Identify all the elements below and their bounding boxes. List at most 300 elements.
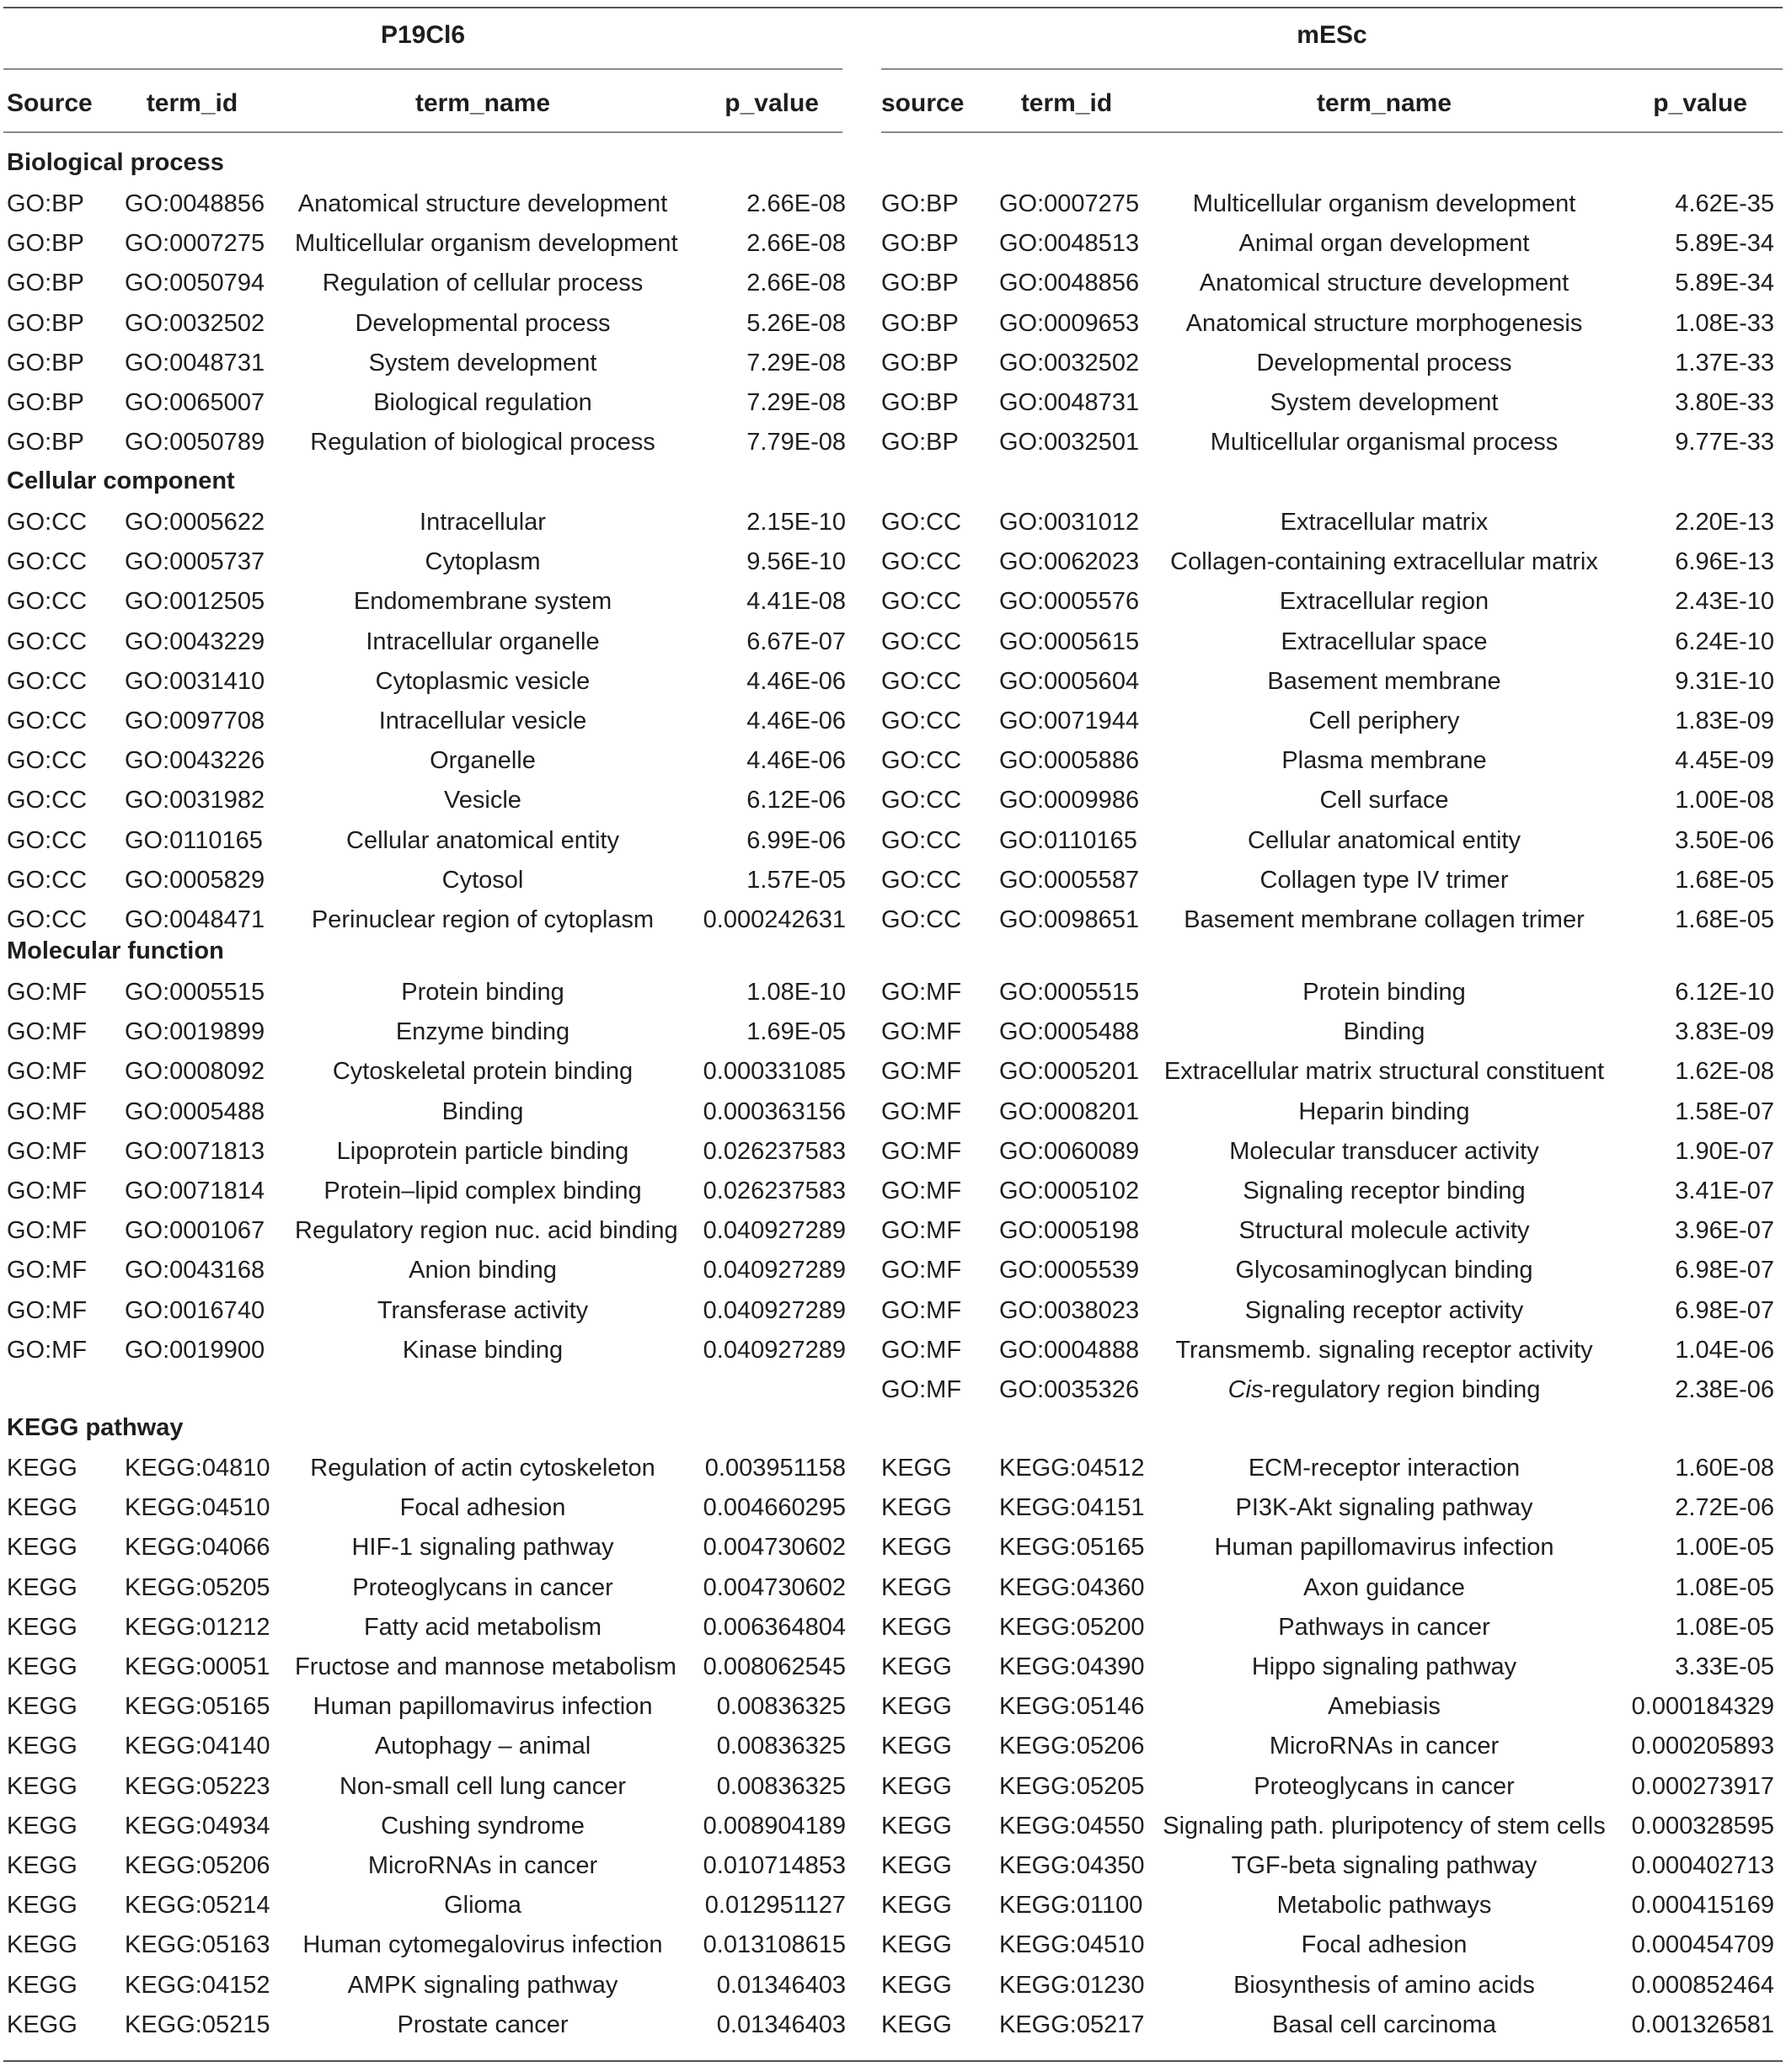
cell-right-source: GO:MF: [881, 1018, 962, 1045]
cell-right-term-id: KEGG:04151: [999, 1494, 1145, 1521]
cell-right-p-value: 3.33E-05: [1675, 1653, 1774, 1680]
cell-left-term-id: GO:0043229: [125, 628, 265, 655]
cell-right-term-id: KEGG:05217: [999, 2011, 1145, 2038]
cell-right-source: GO:MF: [881, 1098, 962, 1125]
group-title-right: mESc: [1297, 21, 1367, 49]
cell-left-term-name: Perinuclear region of cytoplasm: [311, 906, 655, 933]
cell-left-term-id: GO:0050794: [125, 270, 265, 296]
cell-right-term-name: Heparin binding: [1298, 1098, 1470, 1125]
cell-left-term-name: Intracellular: [420, 509, 546, 536]
cell-right-p-value: 0.001326581: [1631, 2011, 1774, 2038]
cell-left-source: KEGG: [7, 1614, 78, 1641]
cell-left-term-id: GO:0007275: [125, 230, 265, 257]
cell-right-source: GO:MF: [881, 979, 962, 1006]
cell-right-source: KEGG: [881, 1773, 952, 1800]
cell-left-term-id: GO:0048471: [125, 906, 265, 933]
cell-right-term-id: GO:0048513: [999, 230, 1140, 257]
cell-left-term-id: KEGG:01212: [125, 1614, 270, 1641]
cell-right-p-value: 0.000454709: [1631, 1931, 1774, 1958]
cell-right-p-value: 1.37E-33: [1675, 350, 1774, 376]
cell-right-source: KEGG: [881, 1534, 952, 1561]
cell-left-p-value: 0.00836325: [716, 1733, 846, 1760]
cell-right-term-id: GO:0009653: [999, 310, 1140, 337]
cell-left-source: KEGG: [7, 1852, 78, 1879]
cell-left-term-id: GO:0071813: [125, 1138, 265, 1165]
header-term-id-right: term_id: [1020, 89, 1113, 117]
cell-left-term-id: KEGG:05163: [125, 1931, 270, 1958]
cell-right-p-value: 1.83E-09: [1675, 708, 1774, 734]
cell-right-term-id: GO:0071944: [999, 708, 1140, 734]
cell-right-term-id: GO:0005102: [999, 1178, 1140, 1204]
cell-left-source: KEGG: [7, 2011, 78, 2038]
cell-left-p-value: 6.12E-06: [746, 787, 846, 814]
cell-right-p-value: 0.000402713: [1631, 1852, 1774, 1879]
cell-right-term-name: Transmemb. signaling receptor activity: [1175, 1337, 1593, 1364]
cell-left-source: GO:CC: [7, 827, 88, 854]
cell-right-source: KEGG: [881, 1733, 952, 1760]
cell-left-term-id: GO:0048856: [125, 190, 265, 217]
cell-left-term-name: Cytoplasm: [425, 548, 541, 575]
cell-right-term-id: GO:0048856: [999, 270, 1140, 296]
cell-left-term-name: Endomembrane system: [353, 588, 612, 615]
cell-right-source: GO:BP: [881, 429, 959, 456]
cell-left-source: KEGG: [7, 1892, 78, 1919]
cell-right-term-name: Signaling path. pluripotency of stem cells: [1163, 1813, 1606, 1840]
cell-right-p-value: 6.98E-07: [1675, 1297, 1774, 1324]
cell-right-source: GO:BP: [881, 389, 959, 416]
cell-left-p-value: 0.006364804: [703, 1614, 846, 1641]
cell-left-source: GO:CC: [7, 867, 88, 894]
cell-left-term-id: KEGG:05214: [125, 1892, 270, 1919]
cell-left-source: KEGG: [7, 1574, 78, 1601]
cell-left-p-value: 0.004730602: [703, 1534, 846, 1561]
cell-left-term-name: Focal adhesion: [399, 1494, 566, 1521]
cell-left-p-value: 0.040927289: [703, 1257, 846, 1284]
cell-right-term-name: Cell surface: [1319, 787, 1449, 814]
cell-left-p-value: 2.66E-08: [746, 190, 846, 217]
cell-right-term-name: Extracellular matrix structural constituent: [1163, 1058, 1605, 1085]
cell-left-term-id: GO:0032502: [125, 310, 265, 337]
cell-left-term-id: KEGG:05205: [125, 1574, 270, 1601]
cell-right-source: GO:BP: [881, 270, 959, 296]
cell-right-p-value: 6.98E-07: [1675, 1257, 1774, 1284]
cell-left-term-id: GO:0005622: [125, 509, 265, 536]
cell-left-term-name: Biological regulation: [373, 389, 592, 416]
cell-right-source: GO:MF: [881, 1138, 962, 1165]
cell-right-p-value: 4.45E-09: [1675, 747, 1774, 774]
cell-right-term-id: GO:0005587: [999, 867, 1140, 894]
cell-left-term-name: Organelle: [430, 747, 536, 774]
cell-left-term-id: KEGG:04810: [125, 1455, 270, 1482]
cell-left-term-id: KEGG:04066: [125, 1534, 270, 1561]
cell-left-source: GO:CC: [7, 668, 88, 695]
cell-left-term-id: GO:0012505: [125, 588, 265, 615]
section-title: Molecular function: [7, 937, 224, 964]
cell-right-p-value: 1.08E-05: [1675, 1614, 1774, 1641]
cell-right-source: GO:MF: [881, 1217, 962, 1244]
cell-left-p-value: 1.57E-05: [746, 867, 846, 894]
cell-right-term-id: GO:0005615: [999, 628, 1140, 655]
cell-left-p-value: 0.026237583: [703, 1138, 846, 1165]
cell-right-term-id: GO:0098651: [999, 906, 1140, 933]
cell-right-source: GO:CC: [881, 668, 962, 695]
cell-right-term-id: KEGG:04390: [999, 1653, 1145, 1680]
cell-left-term-name: Kinase binding: [402, 1337, 564, 1364]
cell-right-term-name: Hippo signaling pathway: [1251, 1653, 1517, 1680]
cell-left-term-name: AMPK signaling pathway: [347, 1972, 618, 1999]
cell-left-source: GO:BP: [7, 270, 84, 296]
header-rule-right: [881, 131, 1783, 133]
cell-left-term-id: KEGG:05206: [125, 1852, 270, 1879]
cell-right-term-id: KEGG:04512: [999, 1455, 1145, 1482]
top-rule: [3, 7, 1783, 8]
cell-right-term-name: Basal cell carcinoma: [1272, 2011, 1496, 2038]
cell-right-term-name: Extracellular space: [1281, 628, 1488, 655]
cell-right-term-id: GO:0009986: [999, 787, 1140, 814]
cell-left-p-value: 0.01346403: [716, 2011, 846, 2038]
cell-right-source: GO:MF: [881, 1178, 962, 1204]
cell-right-p-value: 1.00E-05: [1675, 1534, 1774, 1561]
cell-right-term-name: Multicellular organism development: [1192, 190, 1576, 217]
cell-left-source: KEGG: [7, 1733, 78, 1760]
cell-right-source: KEGG: [881, 1972, 952, 1999]
cell-left-p-value: 2.15E-10: [746, 509, 846, 536]
cell-right-p-value: 0.000415169: [1631, 1892, 1774, 1919]
cell-left-source: GO:MF: [7, 979, 88, 1006]
cell-left-term-id: GO:0005829: [125, 867, 265, 894]
cell-left-p-value: 6.99E-06: [746, 827, 846, 854]
cell-left-term-name: Protein binding: [401, 979, 564, 1006]
cell-right-term-id: KEGG:04550: [999, 1813, 1145, 1840]
cell-left-source: GO:MF: [7, 1297, 88, 1324]
cell-left-term-id: KEGG:05165: [125, 1693, 270, 1720]
cell-right-term-id: GO:0005198: [999, 1217, 1140, 1244]
cell-left-term-id: KEGG:00051: [125, 1653, 270, 1680]
cell-left-term-id: GO:0005488: [125, 1098, 265, 1125]
cell-left-source: GO:CC: [7, 708, 88, 734]
cell-left-term-id: KEGG:05223: [125, 1773, 270, 1800]
cell-right-term-name: Protein binding: [1302, 979, 1466, 1006]
cell-right-term-id: GO:0005576: [999, 588, 1140, 615]
cell-right-term-name: Basement membrane: [1267, 668, 1501, 695]
cell-right-source: GO:MF: [881, 1257, 962, 1284]
cell-left-term-name: Regulatory region nuc. acid binding: [295, 1217, 678, 1244]
cell-left-term-id: GO:0019900: [125, 1337, 265, 1364]
cell-left-p-value: 0.000363156: [703, 1098, 846, 1125]
cell-right-p-value: 6.24E-10: [1675, 628, 1774, 655]
cell-right-term-name: MicroRNAs in cancer: [1269, 1733, 1500, 1760]
cell-left-p-value: 0.01346403: [716, 1972, 846, 1999]
cell-left-p-value: 5.26E-08: [746, 310, 846, 337]
cell-left-term-id: GO:0031410: [125, 668, 265, 695]
cell-left-source: GO:MF: [7, 1257, 88, 1284]
cell-right-p-value: 4.62E-35: [1675, 190, 1774, 217]
cell-right-term-id: GO:0007275: [999, 190, 1140, 217]
cell-right-p-value: 0.000328595: [1631, 1813, 1774, 1840]
cell-left-term-id: GO:0097708: [125, 708, 265, 734]
cell-right-p-value: 9.31E-10: [1675, 668, 1774, 695]
cell-left-source: GO:CC: [7, 548, 88, 575]
cell-right-source: GO:CC: [881, 867, 962, 894]
cell-right-p-value: 3.80E-33: [1675, 389, 1774, 416]
cell-left-p-value: 0.00836325: [716, 1693, 846, 1720]
cell-left-p-value: 0.000331085: [703, 1058, 846, 1085]
cell-left-p-value: 7.29E-08: [746, 350, 846, 376]
group-title-left: P19Cl6: [380, 21, 466, 49]
cell-left-term-name: System development: [368, 350, 597, 376]
header-p-value-right: p_value: [1653, 89, 1747, 117]
group-rule-left: [3, 68, 842, 70]
cell-left-term-id: KEGG:04152: [125, 1972, 270, 1999]
cell-right-term-name: Amebiasis: [1328, 1693, 1441, 1720]
cell-left-p-value: 0.013108615: [703, 1931, 846, 1958]
cell-right-term-name: Cell periphery: [1308, 708, 1460, 734]
cell-left-source: GO:BP: [7, 190, 84, 217]
cell-right-term-name: Pathways in cancer: [1278, 1614, 1490, 1641]
cell-right-source: KEGG: [881, 2011, 952, 2038]
cell-right-p-value: 1.04E-06: [1675, 1337, 1774, 1364]
cell-right-p-value: 5.89E-34: [1675, 230, 1774, 257]
cell-right-term-name: Anatomical structure development: [1199, 270, 1569, 296]
cell-right-p-value: 1.08E-33: [1675, 310, 1774, 337]
cell-left-p-value: 0.040927289: [703, 1337, 846, 1364]
cell-left-source: GO:CC: [7, 509, 88, 536]
cell-right-term-id: KEGG:01230: [999, 1972, 1145, 1999]
cell-right-term-name: Animal organ development: [1238, 230, 1530, 257]
cell-left-term-name: Transferase activity: [377, 1297, 589, 1324]
section-title: Cellular component: [7, 467, 235, 494]
cell-left-p-value: 0.012951127: [704, 1892, 846, 1919]
cell-right-p-value: 2.20E-13: [1675, 509, 1774, 536]
cell-right-term-name: Metabolic pathways: [1276, 1892, 1492, 1919]
cell-right-term-name: Developmental process: [1256, 350, 1512, 376]
cell-right-p-value: 5.89E-34: [1675, 270, 1774, 296]
cell-right-term-name: Extracellular matrix: [1280, 509, 1489, 536]
cell-right-term-id: GO:0032502: [999, 350, 1140, 376]
cell-right-term-id: KEGG:05165: [999, 1534, 1145, 1561]
cell-right-p-value: 1.08E-05: [1675, 1574, 1774, 1601]
cell-left-term-name: Fatty acid metabolism: [363, 1614, 602, 1641]
cell-right-source: GO:CC: [881, 628, 962, 655]
section-title: Biological process: [7, 149, 224, 176]
cell-right-term-id: GO:0060089: [999, 1138, 1140, 1165]
group-rule-right: [881, 68, 1783, 70]
cell-right-term-id: KEGG:01100: [999, 1892, 1143, 1919]
cell-left-term-name: Intracellular organelle: [366, 628, 600, 655]
cell-right-term-name: Biosynthesis of amino acids: [1233, 1972, 1535, 1999]
cell-left-source: KEGG: [7, 1455, 78, 1482]
cell-right-source: GO:MF: [881, 1297, 962, 1324]
cell-left-term-id: GO:0005515: [125, 979, 265, 1006]
cell-right-term-name: Structural molecule activity: [1238, 1217, 1530, 1244]
cell-left-p-value: 0.010714853: [703, 1852, 846, 1879]
cell-left-p-value: 7.29E-08: [746, 389, 846, 416]
cell-right-term-name: Glycosaminoglycan binding: [1235, 1257, 1533, 1284]
cell-left-source: GO:MF: [7, 1178, 88, 1204]
cell-right-source: GO:CC: [881, 548, 962, 575]
cell-right-term-name: Signaling receptor activity: [1244, 1297, 1524, 1324]
cell-right-source: KEGG: [881, 1574, 952, 1601]
cell-right-term-id: GO:0005515: [999, 979, 1140, 1006]
cell-right-p-value: 0.000273917: [1631, 1773, 1774, 1800]
cell-right-source: GO:BP: [881, 230, 959, 257]
cell-right-source: KEGG: [881, 1693, 952, 1720]
bottom-rule: [3, 2060, 1783, 2062]
cell-right-source: GO:MF: [881, 1337, 962, 1364]
cell-right-term-id: KEGG:04360: [999, 1574, 1145, 1601]
cell-left-term-name: Multicellular organism development: [295, 230, 678, 257]
cell-left-term-name: Cytoskeletal protein binding: [332, 1058, 634, 1085]
cell-left-p-value: 4.46E-06: [746, 668, 846, 695]
cell-left-term-name: Vesicle: [444, 787, 521, 814]
cell-right-source: KEGG: [881, 1931, 952, 1958]
cell-left-p-value: 0.040927289: [703, 1297, 846, 1324]
cell-right-p-value: 3.83E-09: [1675, 1018, 1774, 1045]
cell-left-source: KEGG: [7, 1494, 78, 1521]
cell-left-term-name: Autophagy – animal: [374, 1733, 591, 1760]
cell-left-source: GO:CC: [7, 628, 88, 655]
cell-right-source: GO:CC: [881, 827, 962, 854]
cell-left-term-id: GO:0071814: [125, 1178, 265, 1204]
cell-left-term-name: Regulation of actin cytoskeleton: [310, 1455, 655, 1482]
header-rule-left: [3, 131, 842, 133]
cell-left-p-value: 1.69E-05: [746, 1018, 846, 1045]
cell-right-term-name: Cellular anatomical entity: [1248, 827, 1521, 854]
cell-left-p-value: 4.46E-06: [746, 708, 846, 734]
cell-left-p-value: 0.040927289: [703, 1217, 846, 1244]
cell-left-source: GO:MF: [7, 1098, 88, 1125]
cell-left-term-name: HIF-1 signaling pathway: [351, 1534, 614, 1561]
cell-left-p-value: 1.08E-10: [746, 979, 846, 1006]
cell-right-term-name: Axon guidance: [1303, 1574, 1465, 1601]
cell-left-p-value: 0.008904189: [703, 1813, 846, 1840]
cell-right-term-id: GO:0005488: [999, 1018, 1140, 1045]
cell-left-p-value: 6.67E-07: [746, 628, 846, 655]
cell-right-p-value: 6.96E-13: [1675, 548, 1774, 575]
cell-right-source: GO:MF: [881, 1058, 962, 1085]
section-title: KEGG pathway: [7, 1414, 184, 1441]
cell-right-source: KEGG: [881, 1813, 952, 1840]
cell-right-term-id: KEGG:04510: [999, 1931, 1145, 1958]
cell-right-source: GO:CC: [881, 588, 962, 615]
cell-left-term-id: GO:0008092: [125, 1058, 265, 1085]
cell-right-source: KEGG: [881, 1653, 952, 1680]
cell-right-source: GO:BP: [881, 350, 959, 376]
cell-right-source: GO:MF: [881, 1376, 962, 1403]
cell-right-source: KEGG: [881, 1852, 952, 1879]
header-source-right: source: [881, 89, 965, 117]
header-term-id-left: term_id: [146, 89, 238, 117]
cell-left-term-id: GO:0016740: [125, 1297, 265, 1324]
cell-left-term-id: GO:0043168: [125, 1257, 265, 1284]
cell-left-source: GO:CC: [7, 906, 88, 933]
cell-right-p-value: 0.000184329: [1631, 1693, 1774, 1720]
cell-right-term-id: GO:0048731: [999, 389, 1140, 416]
cell-right-term-id: GO:0035326: [999, 1376, 1140, 1403]
cell-left-source: GO:BP: [7, 230, 84, 257]
cell-right-term-id: GO:0005539: [999, 1257, 1140, 1284]
cell-left-p-value: 0.004730602: [703, 1574, 846, 1601]
cell-left-term-name: Human papillomavirus infection: [313, 1693, 653, 1720]
cell-left-term-name: Intracellular vesicle: [378, 708, 587, 734]
header-term-name-left: term_name: [414, 89, 551, 117]
cell-right-term-name: Proteoglycans in cancer: [1254, 1773, 1515, 1800]
cell-right-term-id: GO:0062023: [999, 548, 1140, 575]
cell-right-term-id: KEGG:05146: [999, 1693, 1145, 1720]
cell-left-term-id: GO:0005737: [125, 548, 265, 575]
cell-left-p-value: 0.003951158: [704, 1455, 846, 1482]
cell-left-source: KEGG: [7, 1972, 78, 1999]
cell-right-p-value: 3.41E-07: [1675, 1178, 1774, 1204]
cell-right-p-value: 1.68E-05: [1675, 867, 1774, 894]
cell-right-p-value: 9.77E-33: [1675, 429, 1774, 456]
cell-left-term-id: GO:0031982: [125, 787, 265, 814]
cell-left-term-name: Anion binding: [409, 1257, 557, 1284]
cell-right-p-value: 1.00E-08: [1675, 787, 1774, 814]
cell-left-p-value: 4.41E-08: [746, 588, 846, 615]
cell-left-source: KEGG: [7, 1534, 78, 1561]
cell-right-p-value: 2.72E-06: [1675, 1494, 1774, 1521]
cell-right-p-value: 0.000205893: [1631, 1733, 1774, 1760]
cell-right-term-name: System development: [1270, 389, 1499, 416]
cell-left-source: KEGG: [7, 1693, 78, 1720]
cell-left-source: GO:CC: [7, 747, 88, 774]
cell-right-source: GO:CC: [881, 787, 962, 814]
header-term-name-right: term_name: [1316, 89, 1452, 117]
cell-right-term-id: GO:0038023: [999, 1297, 1140, 1324]
cell-left-term-name: Protein–lipid complex binding: [324, 1178, 642, 1204]
cell-right-term-name: Signaling receptor binding: [1243, 1178, 1526, 1204]
cell-left-p-value: 0.004660295: [703, 1494, 846, 1521]
header-p-value-left: p_value: [725, 89, 819, 117]
cell-right-source: GO:BP: [881, 190, 959, 217]
cell-right-source: KEGG: [881, 1494, 952, 1521]
cell-right-p-value: 3.50E-06: [1675, 827, 1774, 854]
cell-right-p-value: 1.60E-08: [1675, 1455, 1774, 1482]
cell-right-source: GO:BP: [881, 310, 959, 337]
cell-left-p-value: 0.000242631: [703, 906, 846, 933]
cell-right-term-id: GO:0031012: [999, 509, 1140, 536]
cell-right-p-value: 1.90E-07: [1675, 1138, 1774, 1165]
cell-right-source: GO:CC: [881, 708, 962, 734]
cell-left-source: GO:MF: [7, 1018, 88, 1045]
cell-left-source: KEGG: [7, 1931, 78, 1958]
cell-left-source: GO:CC: [7, 588, 88, 615]
cell-right-term-name: Basement membrane collagen trimer: [1184, 906, 1585, 933]
cell-right-term-name: Human papillomavirus infection: [1214, 1534, 1554, 1561]
cell-left-term-name: Cellular anatomical entity: [346, 827, 619, 854]
cell-left-source: KEGG: [7, 1813, 78, 1840]
cell-right-p-value: 3.96E-07: [1675, 1217, 1774, 1244]
cell-left-source: GO:BP: [7, 350, 84, 376]
cell-right-term-name: Multicellular organismal process: [1210, 429, 1559, 456]
cell-left-p-value: 0.00836325: [716, 1773, 846, 1800]
cell-right-term-id: GO:0005604: [999, 668, 1140, 695]
cell-right-term-name: TGF-beta signaling pathway: [1231, 1852, 1537, 1879]
cell-right-term-id: GO:0008201: [999, 1098, 1140, 1125]
cell-left-term-id: GO:0050789: [125, 429, 265, 456]
cell-left-term-id: GO:0048731: [125, 350, 265, 376]
cell-left-source: GO:BP: [7, 429, 84, 456]
cell-left-term-name: Human cytomegalovirus infection: [302, 1931, 663, 1958]
cell-left-term-id: GO:0043226: [125, 747, 265, 774]
cell-left-term-id: GO:0065007: [125, 389, 265, 416]
cell-right-p-value: 6.12E-10: [1675, 979, 1774, 1006]
cell-left-term-name: MicroRNAs in cancer: [367, 1852, 598, 1879]
cell-right-term-name: Plasma membrane: [1281, 747, 1487, 774]
cell-right-p-value: 1.62E-08: [1675, 1058, 1774, 1085]
cell-left-term-name: Proteoglycans in cancer: [352, 1574, 613, 1601]
